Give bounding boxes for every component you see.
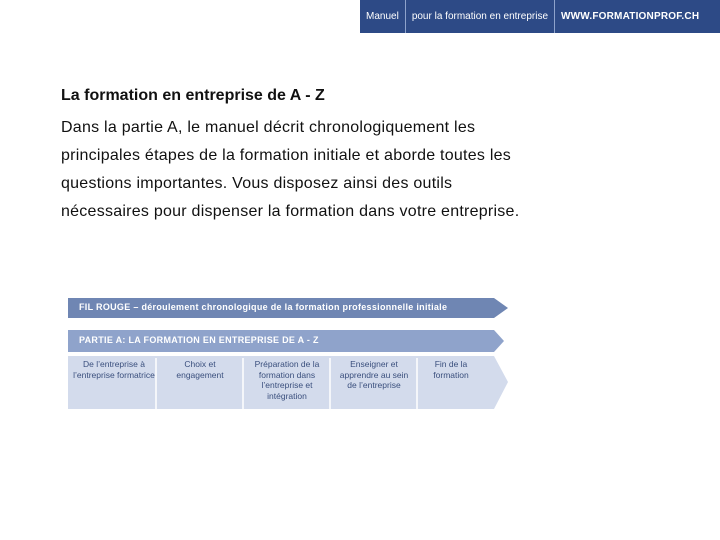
slide-paragraph: Dans la partie A, le manuel décrit chronologiquement les principales étapes de la formation initiale et aborde toutes les questions importantes. Vous disposez ainsi des outils nécessaires pour dispenser la formation dans votre entreprise.: [61, 119, 520, 220]
step-2: Choix et engagement: [176, 359, 224, 380]
manual-subtitle: pour la formation en entreprise: [411, 11, 548, 22]
step-4: Enseigner et apprendre au sein de l’entreprise: [339, 359, 409, 390]
step-3: Préparation de la formation dans l’entreprise et intégration: [254, 359, 320, 401]
manual-label: Manuel: [366, 11, 399, 22]
step-1: De l’entreprise à l’entreprise formatrice: [73, 359, 155, 380]
fil-rouge-label: FIL ROUGE – déroulement chronologique de la formation professionnelle initiale: [79, 302, 448, 312]
step-5: Fin de la formation: [433, 359, 469, 380]
site-link[interactable]: WWW.FORMATIONPROF.CH: [561, 11, 700, 22]
header-bar: [360, 0, 720, 33]
slide-title: La formation en entreprise de A - Z: [61, 87, 325, 104]
process-diagram: [68, 296, 518, 416]
partie-label: PARTIE A: LA FORMATION EN ENTREPRISE DE A - Z: [79, 335, 319, 345]
